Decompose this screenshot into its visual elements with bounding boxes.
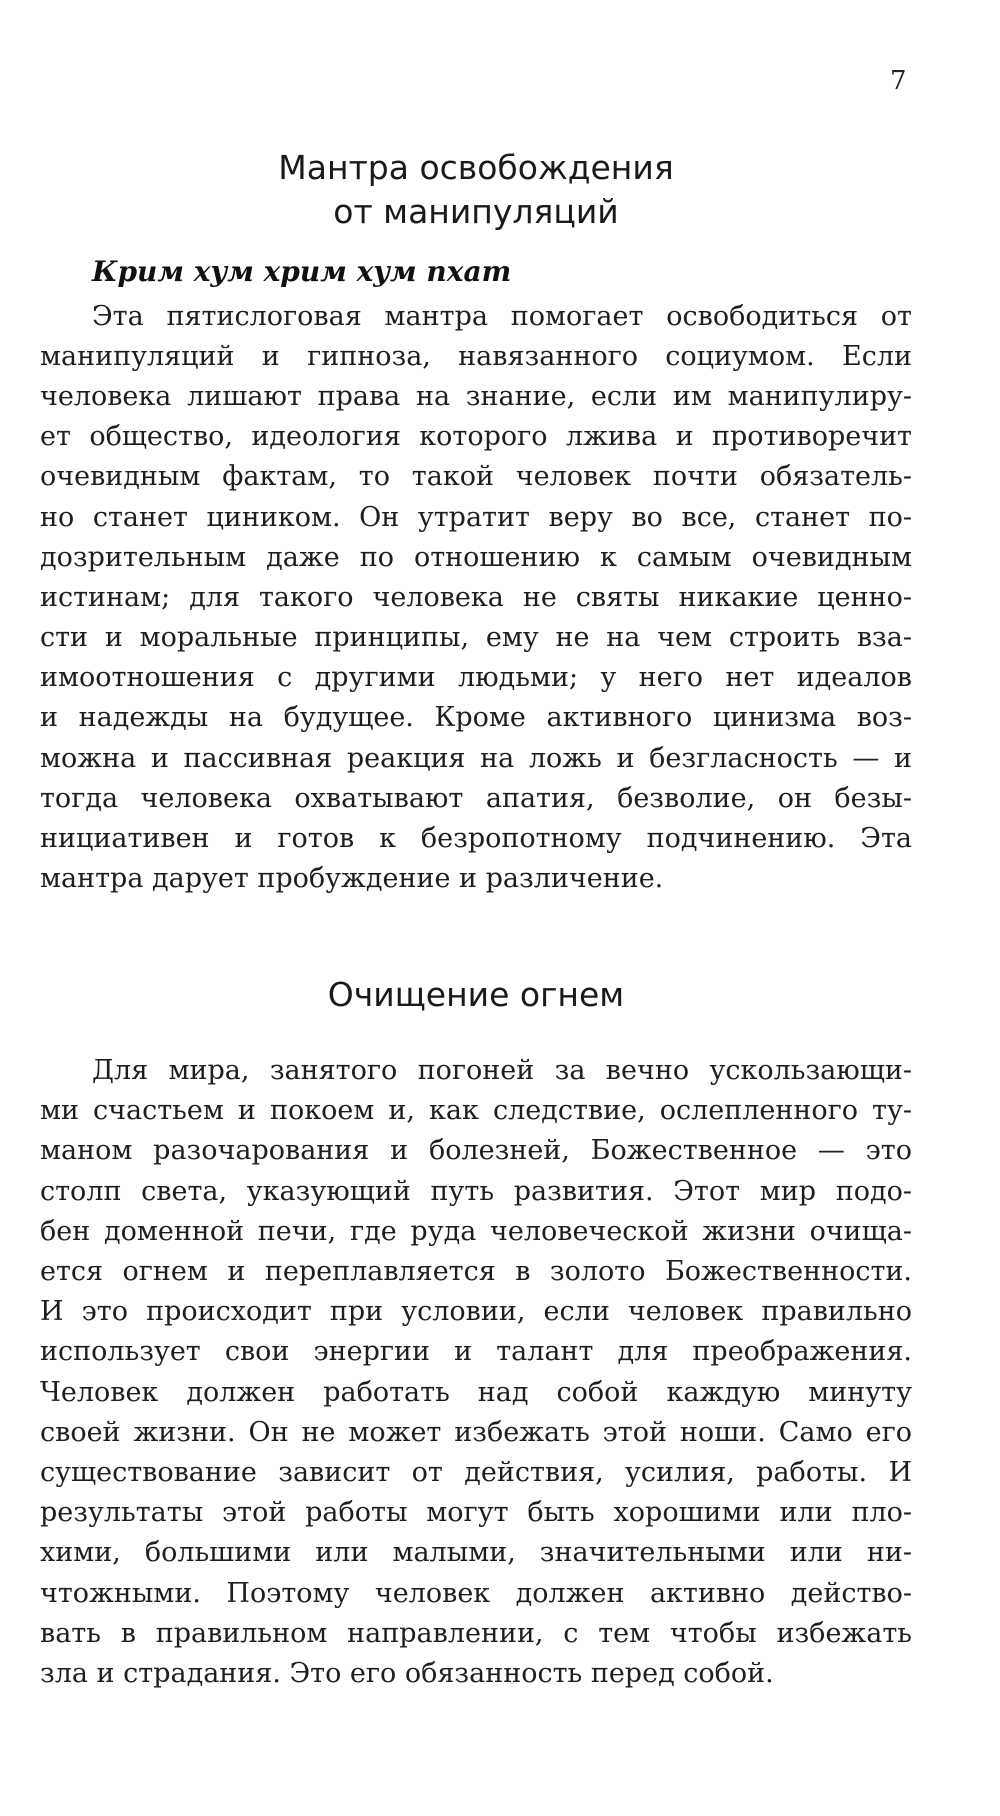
body-line: хими, большими или малыми, значительными или ни- — [40, 1537, 912, 1568]
body-line: тогда человека охватывают апатия, безволие, он безы- — [40, 783, 912, 814]
body-line: своей жизни. Он не может избежать этой ноши. Само его — [40, 1417, 912, 1448]
body-line: И это происходит при условии, если человек правильно — [40, 1296, 912, 1327]
body-line: бен доменной печи, где руда человеческой жизни очища- — [40, 1216, 912, 1247]
body-line: маном разочарования и болезней, Божественное — это — [40, 1135, 912, 1166]
body-line: вать в правильном направлении, с тем чтобы избежать — [40, 1618, 912, 1649]
mantra-text: Крим хум хрим хум пхат — [92, 255, 512, 288]
body-line: нициативен и готов к безропотному подчинению. Эта — [40, 823, 912, 854]
body-line: можна и пассивная реакция на ложь и безгласность — и — [40, 743, 912, 774]
body-line: мантра дарует пробуждение и различение. — [40, 863, 664, 894]
section-title-line-1: Мантра освобождения — [278, 148, 674, 187]
body-line: зла и страдания. Это его обязанность перед собой. — [40, 1658, 774, 1689]
body-line: дозрительным даже по отношению к самым очевидным — [40, 542, 912, 573]
body-line: результаты этой работы могут быть хорошими или пло- — [40, 1497, 912, 1528]
body-line: сти и моральные принципы, ему не на чем строить вза- — [40, 622, 912, 653]
section-title-fire: Очищение огнем — [327, 975, 625, 1014]
body-line: ми счастьем и покоем и, как следствие, ослепленного ту- — [40, 1095, 912, 1126]
section-title-mantra — [40, 146, 912, 234]
body-line: использует свои энергии и талант для преображения. — [40, 1336, 912, 1367]
body-line: Человек должен работать над собой каждую минуту — [40, 1377, 912, 1408]
body-line: имоотношения с другими людьми; у него нет идеалов — [40, 662, 912, 693]
body-line: существование зависит от действия, усилия, работы. И — [40, 1457, 912, 1488]
body-line: чтожными. Поэтому человек должен активно действо- — [40, 1578, 912, 1609]
body-line: ется огнем и переплавляется в золото Божественности. — [40, 1256, 912, 1287]
section-title-line-2: от манипуляций — [333, 192, 619, 231]
body-line: но станет циником. Он утратит веру во все, станет по- — [40, 502, 912, 533]
body-line: столп света, указующий путь развития. Этот мир подо- — [40, 1176, 912, 1207]
body-line: и надежды на будущее. Кроме активного цинизма воз- — [40, 702, 912, 733]
body-line: Для мира, занятого погоней за вечно ускользающи- — [92, 1055, 912, 1086]
body-line: истинам; для такого человека не святы никакие ценно- — [40, 582, 912, 613]
body-line: Эта пятислоговая мантра помогает освободиться от — [92, 301, 912, 332]
page-number: 7 — [890, 66, 907, 96]
body-line: манипуляций и гипноза, навязанного социумом. Если — [40, 341, 912, 372]
body-line: ет общество, идеология которого лжива и противоречит — [40, 421, 912, 452]
body-line: человека лишают права на знание, если им манипулиру- — [40, 381, 912, 412]
body-line: очевидным фактам, то такой человек почти обязатель- — [40, 461, 912, 492]
